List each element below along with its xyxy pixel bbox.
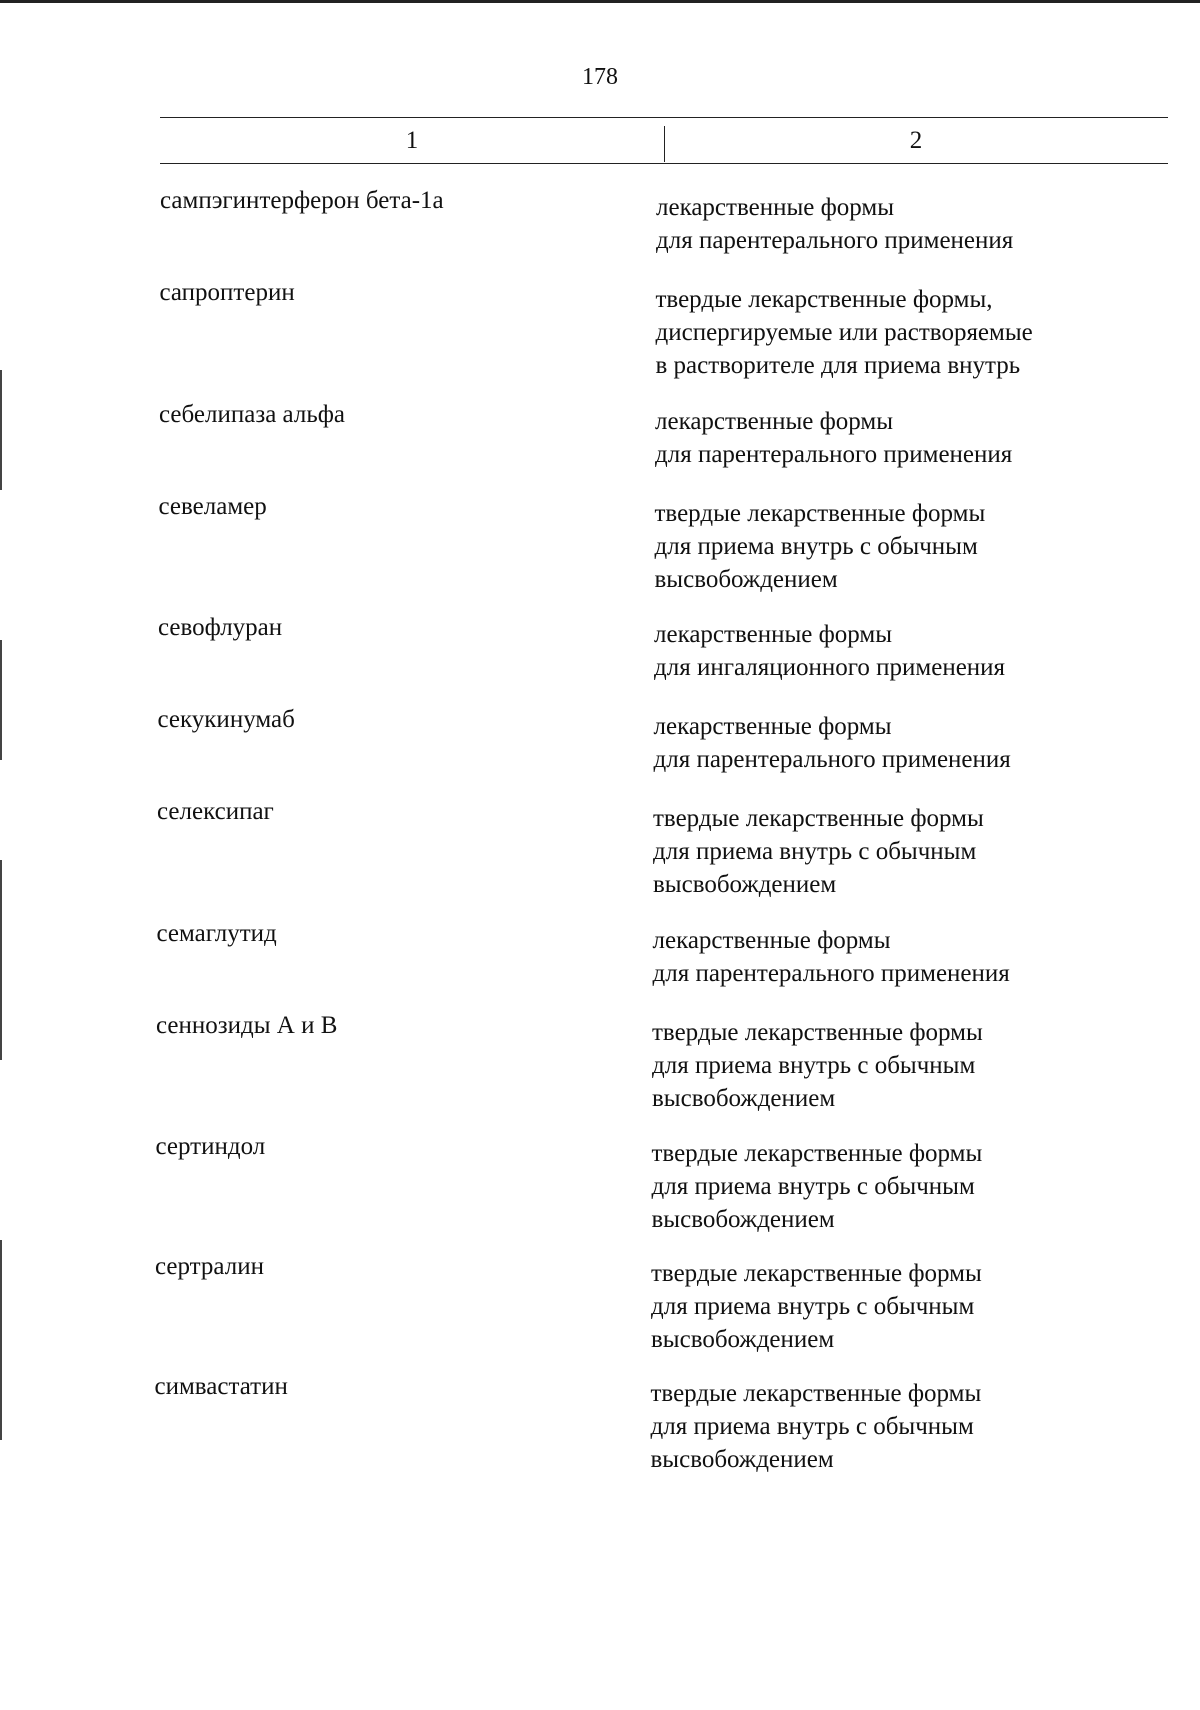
dosage-form-line: диспергируемые или растворяемые xyxy=(655,319,1033,346)
dosage-form-line: лекарственные формы xyxy=(655,408,894,435)
table-row xyxy=(158,611,1114,684)
drug-name: симвастатин xyxy=(154,1373,288,1400)
dosage-form-line: для приема внутрь с обычным xyxy=(652,1052,976,1079)
dosage-form xyxy=(653,917,1113,990)
table-row xyxy=(159,398,1115,471)
dosage-form xyxy=(655,490,1115,596)
dosage-form-line: твердые лекарственные формы xyxy=(651,1140,983,1167)
table-row xyxy=(156,1009,1112,1115)
dosage-form xyxy=(656,276,1116,382)
dosage-form-line: в растворителе для приема внутрь xyxy=(655,352,1021,379)
drug-name: сапроптерин xyxy=(159,279,295,306)
dosage-form xyxy=(655,398,1115,471)
dosage-form-line: лекарственные формы xyxy=(653,713,892,740)
dosage-form xyxy=(651,1250,1111,1356)
scan-edge-mark xyxy=(0,640,2,760)
table-row xyxy=(155,1250,1111,1356)
dosage-form-line: высвобождением xyxy=(653,871,837,898)
table-row xyxy=(157,795,1113,901)
dosage-form-line: для приема внутрь с обычным xyxy=(650,1413,974,1440)
drug-name: сеннозиды А и В xyxy=(156,1012,338,1039)
scan-edge-mark xyxy=(0,1240,2,1440)
dosage-form-line: высвобождением xyxy=(652,1085,836,1112)
dosage-form-line: твердые лекарственные формы xyxy=(652,1019,983,1046)
dosage-form xyxy=(656,184,1116,257)
dosage-form-line: для парентерального применения xyxy=(653,746,1011,773)
drug-name: сертиндол xyxy=(155,1133,266,1160)
dosage-form xyxy=(654,611,1114,684)
dosage-form-line: лекарственные формы xyxy=(654,621,893,648)
dosage-form-line: высвобождением xyxy=(650,1446,834,1473)
dosage-form-line: твердые лекарственные формы xyxy=(653,805,984,832)
dosage-form-line: высвобождением xyxy=(651,1326,835,1353)
dosage-form xyxy=(653,795,1113,901)
dosage-form-line: для парентерального применения xyxy=(652,960,1010,987)
table-row xyxy=(156,1130,1112,1236)
table-row xyxy=(158,703,1114,776)
dosage-form xyxy=(651,1370,1111,1476)
dosage-form-line: лекарственные формы xyxy=(656,194,895,221)
dosage-form-line: твердые лекарственные формы xyxy=(651,1260,982,1287)
table-row xyxy=(160,184,1116,257)
dosage-form xyxy=(654,703,1114,776)
table-row xyxy=(155,1370,1111,1476)
drug-name: севофлуран xyxy=(158,614,283,641)
dosage-form-line: для парентерального применения xyxy=(655,441,1013,468)
table-row xyxy=(160,276,1116,382)
drug-name: севеламер xyxy=(158,493,267,520)
dosage-form-line: для приема внутрь с обычным xyxy=(654,533,978,560)
column-2-header: 2 xyxy=(909,127,923,154)
drug-name: селексипаг xyxy=(157,798,274,825)
dosage-form-line: для приема внутрь с обычным xyxy=(651,1173,975,1200)
dosage-form-line: для приема внутрь с обычным xyxy=(653,838,977,865)
dosage-form-line: твердые лекарственные формы, xyxy=(655,286,993,313)
table-top-rule xyxy=(160,117,1168,118)
table-row xyxy=(157,917,1113,990)
drug-name: сампэгинтерферон бета-1а xyxy=(160,187,444,214)
dosage-form xyxy=(652,1009,1112,1115)
dosage-form-line: для парентерального применения xyxy=(656,227,1014,254)
header-column-divider xyxy=(664,126,665,162)
page-number: 178 xyxy=(582,64,618,90)
table-header-rule xyxy=(160,163,1168,164)
dosage-form-line: высвобождением xyxy=(651,1206,835,1233)
dosage-form xyxy=(652,1130,1112,1236)
column-1-header: 1 xyxy=(405,127,419,154)
table-row xyxy=(159,490,1115,596)
drug-name: себелипаза альфа xyxy=(159,401,346,428)
scan-edge-mark xyxy=(0,370,2,490)
dosage-form-line: для ингаляционного применения xyxy=(654,654,1006,681)
drug-name: сертралин xyxy=(155,1253,264,1280)
drug-name: секукинумаб xyxy=(157,706,295,733)
drug-name: семаглутид xyxy=(156,920,277,947)
dosage-form-line: для приема внутрь с обычным xyxy=(651,1293,975,1320)
scan-edge-mark xyxy=(0,860,2,1060)
scan-top-border xyxy=(0,0,1200,3)
dosage-form-line: высвобождением xyxy=(654,566,838,593)
dosage-form-line: твердые лекарственные формы xyxy=(650,1380,982,1407)
dosage-form-line: лекарственные формы xyxy=(652,927,891,954)
dosage-form-line: твердые лекарственные формы xyxy=(654,500,986,527)
